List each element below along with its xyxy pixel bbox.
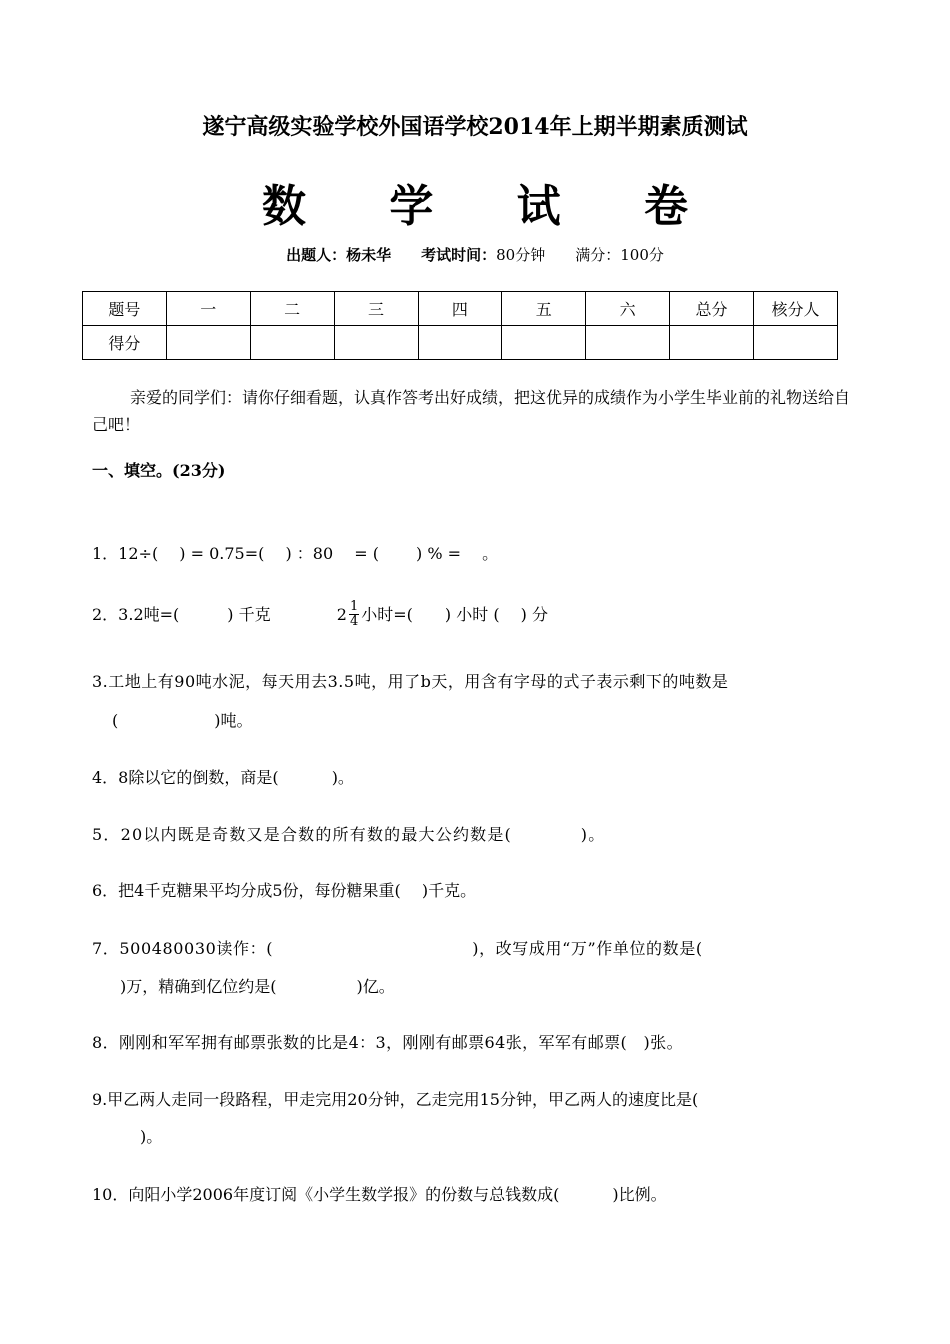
subject-title: 数 学 试 卷 bbox=[262, 181, 722, 232]
time-label: 考试时间： bbox=[421, 246, 497, 264]
mixed-fraction bbox=[337, 600, 361, 629]
header-cell: 题号 bbox=[83, 292, 167, 326]
score-cell bbox=[418, 326, 502, 360]
fraction-whole: 2 bbox=[336, 605, 347, 624]
question-3-line-2: ( )吨。 bbox=[112, 711, 253, 730]
question-6: 6．把4千克糖果平均分成5份，每份糖果重( )千克。 bbox=[92, 881, 477, 900]
score-value: 100分 bbox=[620, 246, 664, 264]
score-table-header-row bbox=[83, 292, 838, 326]
header-cell: 核分人 bbox=[754, 292, 838, 326]
question-2 bbox=[92, 600, 548, 629]
question-4: 4．8除以它的倒数，商是( )。 bbox=[92, 768, 354, 787]
score-cell bbox=[502, 326, 586, 360]
intro-paragraph: 亲爱的同学们：请你仔细看题，认真作答考出好成绩，把这优异的成绩作为小学生毕业前的礼物送给自己吧！ bbox=[92, 388, 851, 434]
score-table-score-row bbox=[83, 326, 838, 360]
header-cell: 二 bbox=[250, 292, 334, 326]
question-3-line-1: 3.工地上有90吨水泥，每天用去3.5吨，用了b天，用含有字母的式子表示剩下的吨数是 bbox=[92, 672, 729, 691]
score-cell bbox=[334, 326, 418, 360]
school-title: 遂宁高级实验学校外国语学校2014年上期半期素质测试 bbox=[202, 114, 748, 140]
question-7-line-2: )万，精确到亿位约是( )亿。 bbox=[120, 977, 395, 996]
score-cell bbox=[166, 326, 250, 360]
section-title: 一、填空。(23分) bbox=[92, 461, 226, 480]
score-row-label: 得分 bbox=[83, 326, 167, 360]
fraction-numerator: 1 bbox=[349, 599, 359, 614]
header-cell: 三 bbox=[334, 292, 418, 326]
time-value: 80分钟 bbox=[496, 246, 546, 264]
author-name: 杨未华 bbox=[346, 246, 392, 264]
author-label: 出题人： bbox=[286, 246, 347, 264]
score-cell bbox=[250, 326, 334, 360]
score-label: 满分： bbox=[575, 246, 621, 264]
question-9-line-2: )。 bbox=[140, 1127, 163, 1146]
question-8: 8．刚刚和军军拥有邮票张数的比是4：3，刚刚有邮票64张，军军有邮票( )张。 bbox=[92, 1033, 683, 1052]
question-7-line-1: 7．500480030读作：( )，改写成用“万”作单位的数是( bbox=[92, 939, 703, 958]
question-2-part-a: 2．3.2吨=( ) 千克 bbox=[92, 605, 271, 624]
question-9-line-1: 9.甲乙两人走同一段路程，甲走完用20分钟，乙走完用15分钟，甲乙两人的速度比是( bbox=[92, 1090, 699, 1109]
question-2-part-b: 小时=( ) 小时 ( ) 分 bbox=[361, 605, 548, 624]
score-cell bbox=[670, 326, 754, 360]
header-cell: 四 bbox=[418, 292, 502, 326]
score-cell bbox=[586, 326, 670, 360]
header-cell: 五 bbox=[502, 292, 586, 326]
header-cell: 总分 bbox=[670, 292, 754, 326]
exam-meta bbox=[0, 244, 950, 265]
question-1: 1．12÷( ) = 0.75=( ) ：80 = ( ) % = 。 bbox=[92, 544, 499, 563]
question-5: 5．20以内既是奇数又是合数的所有数的最大公约数是( )。 bbox=[92, 825, 606, 844]
score-cell bbox=[754, 326, 838, 360]
question-10: 10．向阳小学2006年度订阅《小学生数学报》的份数与总钱数成( )比例。 bbox=[92, 1185, 667, 1204]
score-table bbox=[82, 291, 838, 360]
header-cell: 六 bbox=[586, 292, 670, 326]
header-cell: 一 bbox=[166, 292, 250, 326]
fraction-denominator: 4 bbox=[349, 614, 359, 629]
